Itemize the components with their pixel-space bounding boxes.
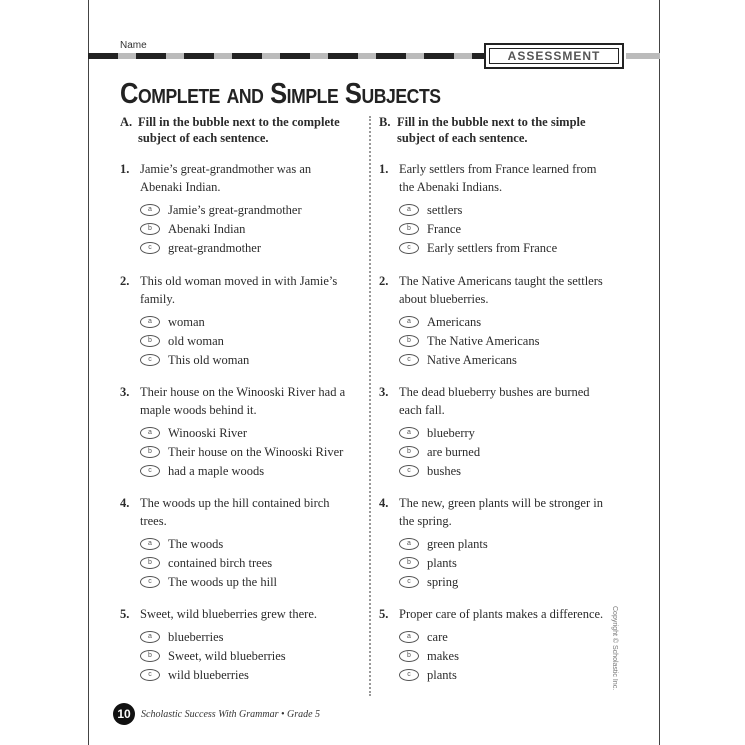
answer-option[interactable] [140, 461, 352, 480]
answer-option[interactable] [399, 312, 611, 331]
answer-option[interactable] [399, 534, 611, 553]
answer-option[interactable] [399, 350, 611, 369]
question-text: This old woman moved in with Jamie’s family. [140, 274, 338, 306]
question-text: Early settlers from France learned from the Abenaki Indians. [399, 162, 597, 194]
answer-option[interactable] [399, 665, 611, 684]
answer-bubble[interactable]: a [399, 316, 419, 328]
question-text: The woods up the hill contained birch trees. [140, 496, 330, 528]
answer-option[interactable] [399, 442, 611, 461]
question-text: Their house on the Winooski River had a maple woods behind it. [140, 385, 346, 417]
answer-option[interactable] [140, 646, 352, 665]
question-b5 [379, 605, 611, 684]
answer-option-text: The woods up the hill [168, 574, 278, 589]
answer-option-text: Native Americans [427, 352, 517, 367]
answer-option-text: The Native Americans [427, 333, 540, 348]
answer-option-text: are burned [427, 444, 481, 459]
answer-option-text: plants [427, 667, 457, 682]
answer-bubble[interactable]: c [399, 242, 419, 254]
question-number: 3. [379, 385, 389, 399]
answer-bubble[interactable]: c [140, 576, 160, 588]
answer-option[interactable] [140, 238, 352, 257]
answer-option[interactable] [399, 461, 611, 480]
answer-option-text: spring [427, 574, 459, 589]
answer-bubble[interactable]: b [140, 446, 160, 458]
name-label: Name [120, 40, 147, 51]
question-a3 [120, 383, 352, 480]
section-b-instructions [379, 114, 604, 146]
answer-bubble[interactable]: a [140, 427, 160, 439]
answer-bubble[interactable]: c [399, 576, 419, 588]
answer-bubble[interactable]: a [140, 631, 160, 643]
answer-bubble[interactable]: b [399, 650, 419, 662]
question-b2 [379, 272, 611, 369]
answer-option[interactable] [140, 331, 352, 350]
answer-option[interactable] [140, 312, 352, 331]
answer-bubble[interactable]: b [140, 650, 160, 662]
answer-bubble[interactable]: b [140, 557, 160, 569]
answer-option-text: Abenaki Indian [168, 221, 246, 236]
answer-option[interactable] [140, 219, 352, 238]
answer-option[interactable] [399, 572, 611, 591]
question-b1 [379, 160, 611, 257]
section-a-letter: A. [120, 115, 133, 129]
question-text: Proper care of plants makes a difference. [399, 607, 604, 621]
footer-text: Scholastic Success With Grammar • Grade 5 [141, 708, 321, 720]
answer-option-text: The woods [168, 536, 224, 551]
question-a1 [120, 160, 352, 257]
answer-bubble[interactable]: c [140, 242, 160, 254]
answer-bubble[interactable]: a [140, 316, 160, 328]
answer-bubble[interactable]: b [399, 446, 419, 458]
question-number: 2. [379, 274, 389, 288]
answer-option-text: Winooski River [168, 425, 248, 440]
assessment-label: ASSESSMENT [489, 48, 619, 64]
answer-option-text: makes [427, 648, 459, 663]
answer-option-text: woman [168, 314, 205, 329]
question-b4 [379, 494, 611, 591]
question-text: Sweet, wild blueberries grew there. [140, 607, 318, 621]
answer-bubble[interactable]: b [399, 557, 419, 569]
answer-option[interactable] [399, 553, 611, 572]
answer-bubble[interactable]: a [140, 204, 160, 216]
section-b-instruction: Fill in the bubble next to the simple subject of each sentence. [397, 115, 586, 145]
answer-option-text: Jamie’s great-grandmother [168, 202, 302, 217]
answer-bubble[interactable]: c [140, 465, 160, 477]
answer-bubble[interactable]: c [140, 669, 160, 681]
question-a4 [120, 494, 352, 591]
question-number: 3. [120, 385, 130, 399]
answer-option[interactable] [140, 553, 352, 572]
answer-bubble[interactable]: c [399, 669, 419, 681]
answer-option[interactable] [140, 423, 352, 442]
answer-option[interactable] [399, 627, 611, 646]
answer-option-text: plants [427, 555, 457, 570]
question-number: 5. [379, 607, 389, 621]
answer-bubble[interactable]: c [399, 465, 419, 477]
answer-option[interactable] [140, 200, 352, 219]
page-footer [113, 703, 320, 725]
section-b-letter: B. [379, 115, 391, 129]
question-b3 [379, 383, 611, 480]
question-a2 [120, 272, 352, 369]
answer-option[interactable] [140, 627, 352, 646]
column-divider [369, 116, 371, 696]
answer-bubble[interactable]: a [399, 427, 419, 439]
question-a5 [120, 605, 352, 684]
answer-bubble[interactable]: c [399, 354, 419, 366]
page-number: 10 [113, 703, 135, 725]
answer-option[interactable] [140, 350, 352, 369]
answer-option[interactable] [140, 665, 352, 684]
question-text: The new, green plants will be stronger in the spring. [399, 496, 603, 528]
copyright-notice: Copyright © Scholastic Inc. [611, 606, 618, 691]
answer-option[interactable] [140, 572, 352, 591]
question-number: 4. [120, 496, 130, 510]
question-text: The dead blueberry bushes are burned each fall. [399, 385, 590, 417]
assessment-badge [484, 43, 624, 69]
answer-option-text: contained birch trees [168, 555, 273, 570]
answer-option-text: Americans [427, 314, 482, 329]
section-a-instructions [120, 114, 345, 146]
answer-option-text: blueberry [427, 425, 475, 440]
answer-bubble[interactable]: c [140, 354, 160, 366]
answer-bubble[interactable]: b [399, 223, 419, 235]
question-number: 4. [379, 496, 389, 510]
question-number: 1. [120, 162, 130, 176]
answer-option-text: old woman [168, 333, 224, 348]
answer-option-text: bushes [427, 463, 462, 478]
answer-option-text: wild blueberries [168, 667, 249, 682]
answer-option-text: care [427, 629, 448, 644]
answer-option-text: Early settlers from France [427, 240, 558, 255]
answer-bubble[interactable]: a [399, 538, 419, 550]
page-title: Complete and Simple Subjects [120, 78, 441, 110]
answer-option[interactable] [140, 534, 352, 553]
answer-option-text: settlers [427, 202, 463, 217]
section-a-instruction: Fill in the bubble next to the complete subject of each sentence. [138, 115, 340, 145]
answer-option[interactable] [399, 423, 611, 442]
question-text: The Native Americans taught the settlers about blueberries. [399, 274, 603, 306]
answer-option-text: France [427, 221, 462, 236]
question-number: 1. [379, 162, 389, 176]
question-text: Jamie’s great-grandmother was an Abenaki Indian. [140, 162, 312, 194]
answer-option-text: blueberries [168, 629, 224, 644]
answer-option[interactable] [399, 331, 611, 350]
answer-bubble[interactable]: b [140, 335, 160, 347]
answer-option[interactable] [399, 219, 611, 238]
answer-option-text: green plants [427, 536, 488, 551]
answer-bubble[interactable]: a [399, 204, 419, 216]
answer-option[interactable] [399, 238, 611, 257]
question-number: 2. [120, 274, 130, 288]
answer-bubble[interactable]: b [399, 335, 419, 347]
question-number: 5. [120, 607, 130, 621]
answer-option-text: Sweet, wild blueberries [168, 648, 286, 663]
answer-option[interactable] [399, 646, 611, 665]
answer-bubble[interactable]: a [140, 538, 160, 550]
answer-option[interactable] [140, 442, 352, 461]
answer-option-text: had a maple woods [168, 463, 265, 478]
answer-option-text: This old woman [168, 352, 250, 367]
answer-option-text: Their house on the Winooski River [168, 444, 344, 459]
answer-bubble[interactable]: a [399, 631, 419, 643]
answer-option-text: great-grandmother [168, 240, 262, 255]
answer-bubble[interactable]: b [140, 223, 160, 235]
answer-option[interactable] [399, 200, 611, 219]
